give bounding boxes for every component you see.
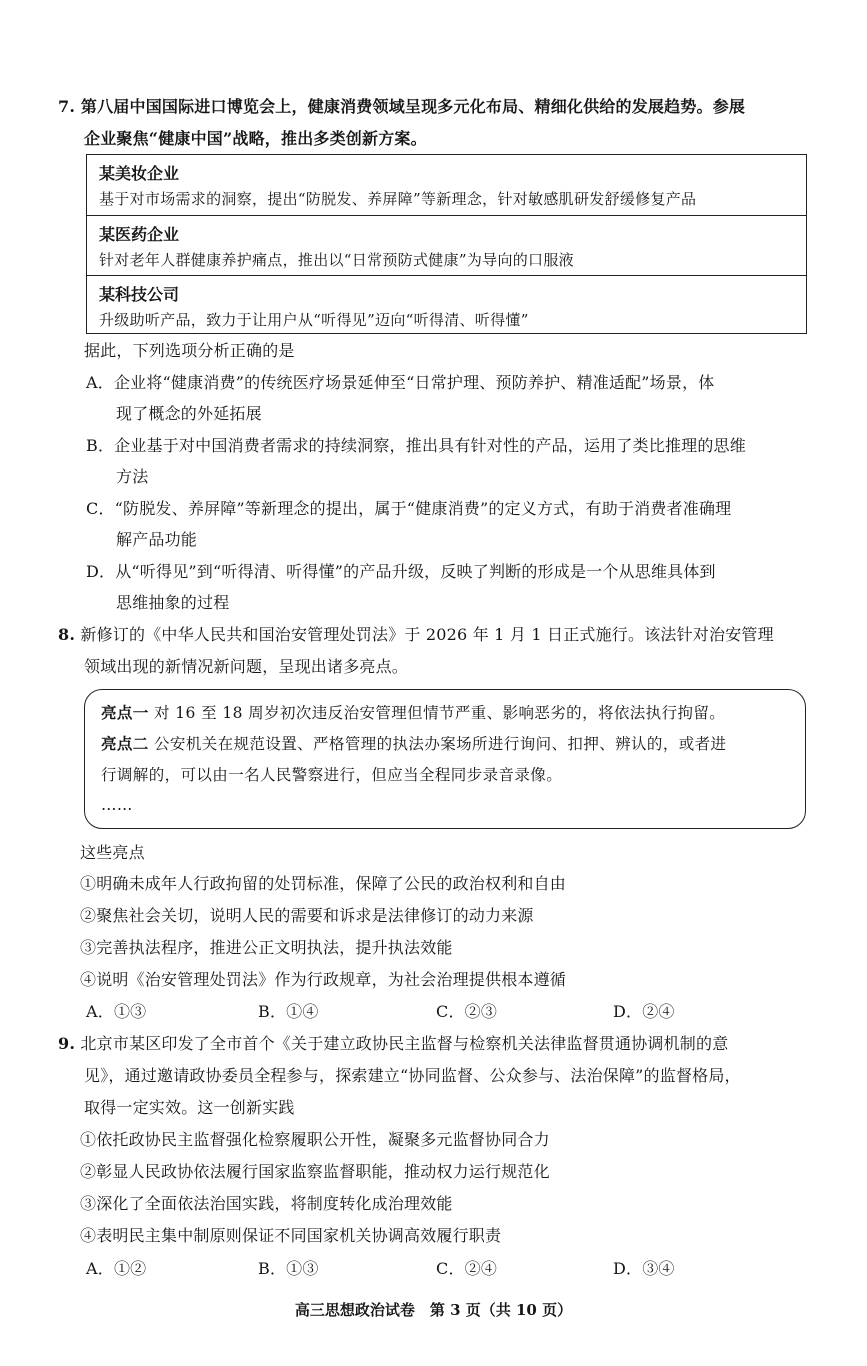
highlight-text: 对 16 至 18 周岁初次违反治安管理但情节严重、影响恶劣的，将依法执行拘留。	[154, 704, 726, 722]
q8-number: 8.	[58, 625, 76, 644]
q8-choice-b[interactable]: B．①④	[258, 1002, 319, 1021]
q8-question: 这些亮点	[80, 843, 145, 862]
q9-item-4: ④表明民主集中制原则保证不同国家机关协调高效履行职责	[80, 1226, 502, 1245]
q9-stem-line2: 见》，通过邀请政协委员全程参与，探索建立“协同监督、公众参与、法治保障”的监督格局，	[84, 1066, 741, 1085]
q8-highlights-box	[84, 689, 806, 829]
q7-option-c[interactable]: C．“防脱发、养屏障”等新理念的提出，属于“健康消费”的定义方式，有助于消费者准确理	[86, 499, 732, 518]
q9-number: 9.	[58, 1034, 76, 1053]
q7-option-d[interactable]: D．从“听得见”到“听得清、听得懂”的产品升级，反映了判断的形成是一个从思维具体到	[86, 562, 716, 581]
highlight-text: 公安机关在规范设置、严格管理的执法办案场所进行询问、扣押、辨认的，或者进	[154, 735, 727, 753]
q8-highlight-1	[101, 702, 725, 724]
q9-item-1: ①依托政协民主监督强化检察履职公开性，凝聚多元监督协同合力	[80, 1130, 550, 1149]
q8-choice-a[interactable]: A．①③	[86, 1002, 147, 1021]
q7-row-title: 某医药企业	[99, 225, 180, 244]
q7-stem-line1	[58, 96, 745, 118]
q9-stem-line1	[58, 1033, 728, 1055]
q9-choice-b[interactable]: B．①③	[258, 1259, 319, 1278]
q9-choice-c[interactable]: C．②④	[436, 1259, 498, 1278]
q8-choice-c[interactable]: C．②③	[436, 1002, 498, 1021]
q8-highlight-2-cont: 行调解的，可以由一名人民警察进行，但应当全程同步录音录像。	[101, 766, 563, 784]
q8-item-1: ①明确未成年人行政拘留的处罚标准，保障了公民的政治权利和自由	[80, 874, 567, 893]
highlight-label: 亮点二	[101, 734, 149, 753]
q7-option-b-cont: 方法	[116, 467, 149, 486]
q7-option-a[interactable]: A．企业将“健康消费”的传统医疗场景延伸至“日常护理、预防养护、精准适配”场景，体	[86, 373, 715, 392]
q9-item-2: ②彰显人民政协依法履行国家监察监督职能，推动权力运行规范化	[80, 1162, 550, 1181]
q8-stem-line2: 领域出现的新情况新问题，呈现出诸多亮点。	[84, 657, 409, 676]
q7-row-title: 某美妆企业	[99, 164, 180, 183]
q9-choice-a[interactable]: A．①②	[86, 1259, 147, 1278]
q8-item-3: ③完善执法程序，推进公正文明执法，提升执法效能	[80, 938, 453, 957]
page-footer: 高三思想政治试卷 第 3 页（共 10 页）	[294, 1301, 573, 1319]
q9-stem-text1: 北京市某区印发了全市首个《关于建立政协民主监督与检察机关法律监督贯通协调机制的意	[80, 1034, 729, 1053]
q7-option-d-cont: 思维抽象的过程	[116, 593, 230, 612]
q7-table-row	[87, 155, 806, 215]
q9-choice-d[interactable]: D．③④	[613, 1259, 675, 1278]
q7-option-b[interactable]: B．企业基于对中国消费者需求的持续洞察，推出具有针对性的产品，运用了类比推理的思维	[86, 436, 746, 455]
q7-row-text: 升级助听产品，致力于让用户从“听得见”迈向“听得清、听得懂”	[99, 311, 529, 329]
q8-choice-d[interactable]: D．②④	[613, 1002, 675, 1021]
q7-row-text: 基于对市场需求的洞察，提出“防脱发、养屏障”等新理念，针对敏感肌研发舒缓修复产品	[99, 190, 697, 208]
q7-table-row	[87, 275, 806, 336]
q7-option-c-cont: 解产品功能	[116, 530, 198, 549]
q7-table	[86, 154, 807, 334]
q8-ellipsis: ……	[101, 796, 133, 814]
q7-number: 7.	[58, 97, 76, 116]
q9-item-3: ③深化了全面依法治国实践，将制度转化成治理效能	[80, 1194, 453, 1213]
q9-stem-line3: 取得一定实效。这一创新实践	[84, 1098, 295, 1117]
q8-highlight-2	[101, 733, 726, 755]
q7-question: 据此，下列选项分析正确的是	[84, 341, 295, 360]
q7-row-text: 针对老年人群健康养护痛点，推出以“日常预防式健康”为导向的口服液	[99, 251, 574, 269]
q8-item-4: ④说明《治安管理处罚法》作为行政规章，为社会治理提供根本遵循	[80, 970, 567, 989]
q7-stem-text1: 第八届中国国际进口博览会上，健康消费领域呈现多元化布局、精细化供给的发展趋势。参展	[80, 97, 746, 116]
q8-stem-text1: 新修订的《中华人民共和国治安管理处罚法》于 2026 年 1 月 1 日正式施行。该法针对治安管理	[80, 625, 774, 644]
q8-stem-line1	[58, 624, 774, 646]
q7-stem-line2: 企业聚焦“健康中国”战略，推出多类创新方案。	[84, 129, 427, 148]
q7-row-title: 某科技公司	[99, 285, 180, 304]
highlight-label: 亮点一	[101, 703, 149, 722]
q7-table-row	[87, 215, 806, 276]
q7-option-a-cont: 现了概念的外延拓展	[116, 404, 262, 423]
q8-item-2: ②聚焦社会关切，说明人民的需要和诉求是法律修订的动力来源	[80, 906, 534, 925]
